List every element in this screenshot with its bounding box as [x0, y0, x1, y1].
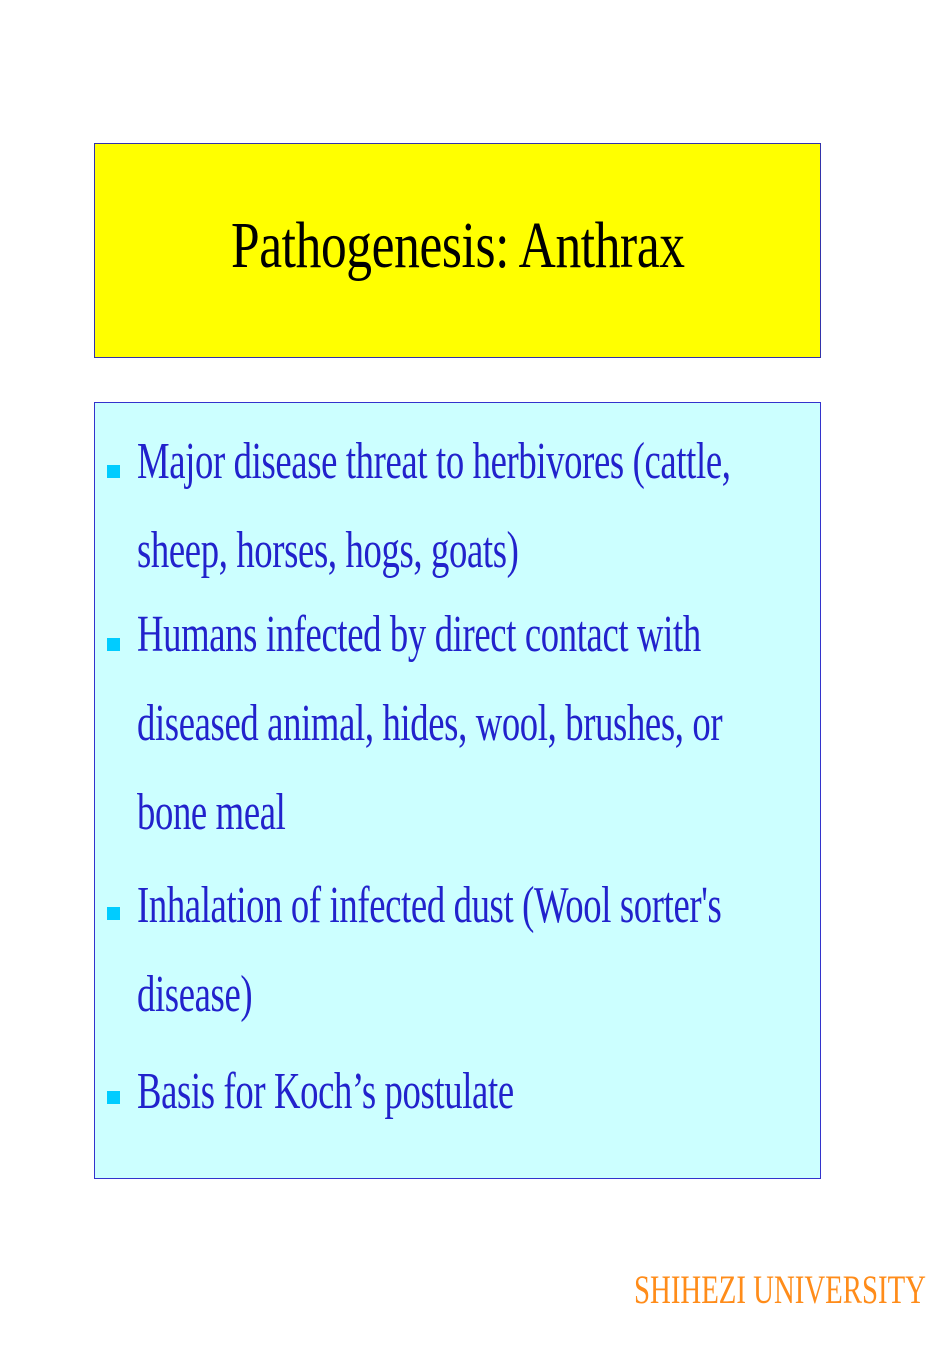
footer-university: SHIHEZI UNIVERSITY	[634, 1267, 926, 1312]
bullet-line: Major disease threat to herbivores (cattle,	[137, 433, 731, 490]
bullet-text	[137, 590, 772, 857]
bullet-item-1	[95, 417, 820, 595]
bullet-line: bone meal	[137, 784, 286, 841]
content-box	[94, 402, 821, 1179]
bullet-item-2	[95, 600, 820, 867]
bullet-item-4	[95, 1047, 820, 1136]
bullet-line: Humans infected by direct contact with	[137, 606, 701, 663]
bullet-line: disease)	[137, 966, 253, 1023]
bullet-text	[137, 417, 772, 595]
bullet-item-3	[95, 861, 820, 1039]
bullet-square-icon	[107, 465, 120, 478]
bullet-line: Inhalation of infected dust (Wool sorter's	[137, 877, 722, 934]
bullet-line: sheep, horses, hogs, goats)	[137, 522, 519, 579]
bullet-line: diseased animal, hides, wool, brushes, or	[137, 695, 723, 752]
bullet-square-icon	[107, 1091, 120, 1104]
bullet-text	[137, 1047, 772, 1136]
slide-title: Pathogenesis: Anthrax	[230, 208, 685, 282]
bullet-square-icon	[107, 638, 120, 651]
bullet-text	[137, 861, 772, 1039]
bullet-square-icon	[107, 907, 120, 920]
bullet-line: Basis for Koch’s postulate	[137, 1063, 514, 1120]
title-box	[94, 143, 821, 358]
